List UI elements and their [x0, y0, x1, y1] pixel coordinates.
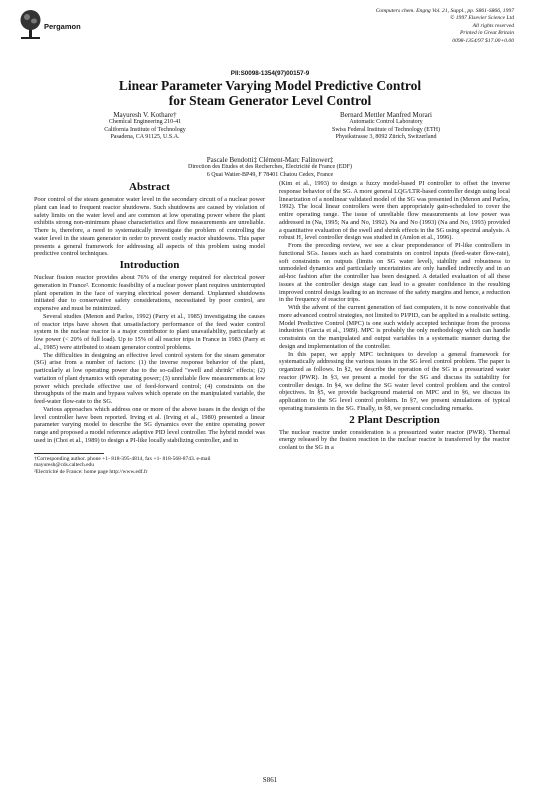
body-paragraph: Nuclear fission reactor provides about 76% of the energy required for electrical power generation in France². Economic feasibility of a nuclear power plant requires uninterrupted plant operation in the face of varying electrical power demand. Unplanned shutdowns initiated due to conservative safety considerations, necessitated by poor control, are expensive and must be minimized.	[34, 274, 265, 312]
page-number: S861	[262, 776, 278, 784]
footnote-divider	[34, 453, 104, 454]
author-name: Bernard Mettler Manfred Morari	[340, 111, 432, 119]
body-paragraph: The nuclear reactor under consideration is a pressurized water reactor (PWR). Thermal energy released by the fission reaction in the nuclear reactor is transferred by the reactor coolant to the SG in a	[279, 428, 510, 451]
affiliation-line: Physikstrasse 3, 8092 Zürich, Switzerland	[335, 134, 437, 141]
body-paragraph: The difficulties in designing an effective level control system for the steam generator (SG) arise from a number of factors: (1) the inverse response behavior of the plant, particularly at low operating power due to the so-called "swell and shrink" effects; (2) variation of plant dynamics with operating power; (3) unreliable flow measurements at low power which preclude effective use of feed-forward control; (4) constraints on the throughputs of the main and bypass valves which operate on the manipulated variable, the feed-water flow-rate to the SG.	[34, 351, 265, 405]
abstract-text: Poor control of the steam generator water level in the secondary circuit of a nuclear power plant can lead to frequent reactor shutdowns. Such shutdowns are caused by violation of safety limits on the water level and are common at low operating power where the plant exhibits strong non-minimum phase characteristics and flow measurements are unreliable. There is, therefore, a need to systematically investigate the problem of controlling the water level in the steam generator in order to prevent costly reactor shutdowns. This paper presents a general framework for addressing all aspects of this problem using model predictive control techniques.	[34, 196, 265, 258]
affiliation-line: 6 Quai Watier-BP49, F 78401 Chatou Cedex, France	[206, 171, 334, 178]
footnote: †Corresponding author. phone +1- 818-395-4814, fax +1- 818-568-8743. e-mail mayuresh@cds.caltech.edu	[34, 455, 211, 469]
author-block-caltech	[40, 112, 250, 142]
author-block-eth	[262, 112, 510, 142]
affiliation-line: California Institute of Technology	[104, 126, 186, 133]
body-paragraph: In this paper, we apply MPC techniques to develop a general framework for systematically addressing the various issues in the SG level control problem. The paper is organized as follows. In §2, we describe the operation of the SG in a pressurized water reactor (PWR). In §3, we present a model for the SG and discuss its suitability for controller design. In §4, we define the SG water level control problem and the control objectives. In §5, we provide background material on MPC and in §6, we discuss its application to the SG level control problem. In §7, we present simulations of typical operating transients in the SG. Finally, in §8, we present concluding remarks.	[279, 350, 510, 412]
body-paragraph: With the advent of the current generation of fast computers, it is now conceivable that more advanced control strategies, not limited to PI/PID, can be applied in a realistic setting. Model Predictive Control (MPC) is one such widely accepted technique from the process industries (Garcia et al., 1989). MPC is probably the only methodology which can handle constraints on the manipulated and output variables in a systematic manner during the design and implementation of the controller.	[279, 304, 510, 350]
title-line: Linear Parameter Varying Model Predictive Control	[118, 78, 422, 93]
journal-line: © 1997 Elsevier Science Ltd	[450, 15, 514, 22]
title-line: for Steam Generator Level Control	[168, 93, 372, 108]
affiliation-line: Swiss Federal Institute of Technology (ETH)	[332, 126, 440, 133]
journal-line: 0098-1354/97 $17.00+0.00	[452, 37, 514, 44]
tree-logo-icon	[18, 8, 44, 40]
body-paragraph: Various approaches which address one or more of the above issues in the design of the level controller have been reported. Irving et al. (Irving et al., 1980) presented a linear parameter varying model to describe the SG dynamics over the entire operating power range and proposed a model reference adaptive PID level controller. The hybrid model was used in (Choi et al., 1989) to design a PI-like locally stabilizing controller, and in	[34, 405, 265, 444]
affiliation-line: Direction des Etudes et des Recherches, Electricité de France (EDF)	[188, 164, 352, 171]
affiliation-line: Chemical Engineering 210-41	[108, 119, 182, 126]
journal-line: All rights reserved	[472, 22, 514, 29]
paper-title	[0, 78, 540, 108]
footnote: ²Electricité de France: home page http://www.edf.fr	[34, 469, 148, 476]
author-name: Pascale Bendotti‡ Clément-Marc Falinower‡	[206, 156, 334, 164]
abstract-heading: Abstract	[129, 181, 170, 193]
author-name: Mayuresh V. Kothare†	[113, 111, 177, 119]
journal-info	[324, 8, 514, 45]
pii-code: PII:S0098-1354(97)00157-9	[230, 70, 310, 77]
author-block-edf	[120, 157, 420, 179]
body-paragraph: (Kim et al., 1993) to design a fuzzy model-based PI controller to offset the inverse response behavior of the SG. A more general LQG/LTR-based controller design using local linearization of a nonlinear validated model of the SG was presented in (Menon and Parlos, 1992). The local linear controllers were then appropriately gain-scheduled to cover the entire operating range. The issue of unreliable flow measurements at low power was addressed in (Na, 1995; Na and No, 1992). Na and No (1993) (Na and No, 1993) provided a quantitative evaluation of the swell and shrink effects in the SG using spectral analysis. A robust H₂ level controller design was studied in (Amlon et al., 1996).	[279, 180, 510, 242]
journal-line: Printed in Great Britain	[459, 30, 514, 37]
body-paragraph: From the preceding review, we see a clear preponderance of PI-like controllers in functional SGs. Issues such as hard constraints on control inputs (feed-water flow-rate), soft constraints on outputs (limits on SG water level), stability and robustness to unmodeled dynamics and particularly uncertainties are only handled indirectly and in an ad-hoc fashion after the controller has been designed. A detailed evaluation of all these issues at the controller design stage can lead to a greater confidence in the resulting improved control design leading to an increase of the safety margins and hence, a reduction in the frequency of reactor trips.	[279, 242, 510, 304]
journal-line: Computers chem. Engng Vol. 21, Suppl., pp. S861-S866, 1997	[375, 8, 514, 14]
body-paragraph: Several studies (Menon and Parlos, 1992) (Parry et al., 1985) investigating the causes of reactor trips have shown that unsatisfactory performance of the feed water control system in the nuclear reactor is a major contributor to plant unavailability, particularly at low power (< 20% of full load). Up to 15% of all reactor trips in France in 1983 (Parry et al., 1985) were attributed to steam generator control problems.	[34, 312, 265, 351]
affiliation-line: Pasadena, CA 91125, U.S.A.	[110, 134, 180, 141]
right-column	[279, 180, 510, 452]
affiliation-line: Automatic Control Laboratory	[349, 119, 423, 126]
publisher-name: Pergamon	[44, 22, 81, 31]
publisher-logo	[18, 8, 108, 48]
left-column	[34, 180, 265, 476]
plant-description-heading: 2 Plant Description	[349, 413, 440, 426]
introduction-heading: Introduction	[119, 259, 180, 271]
